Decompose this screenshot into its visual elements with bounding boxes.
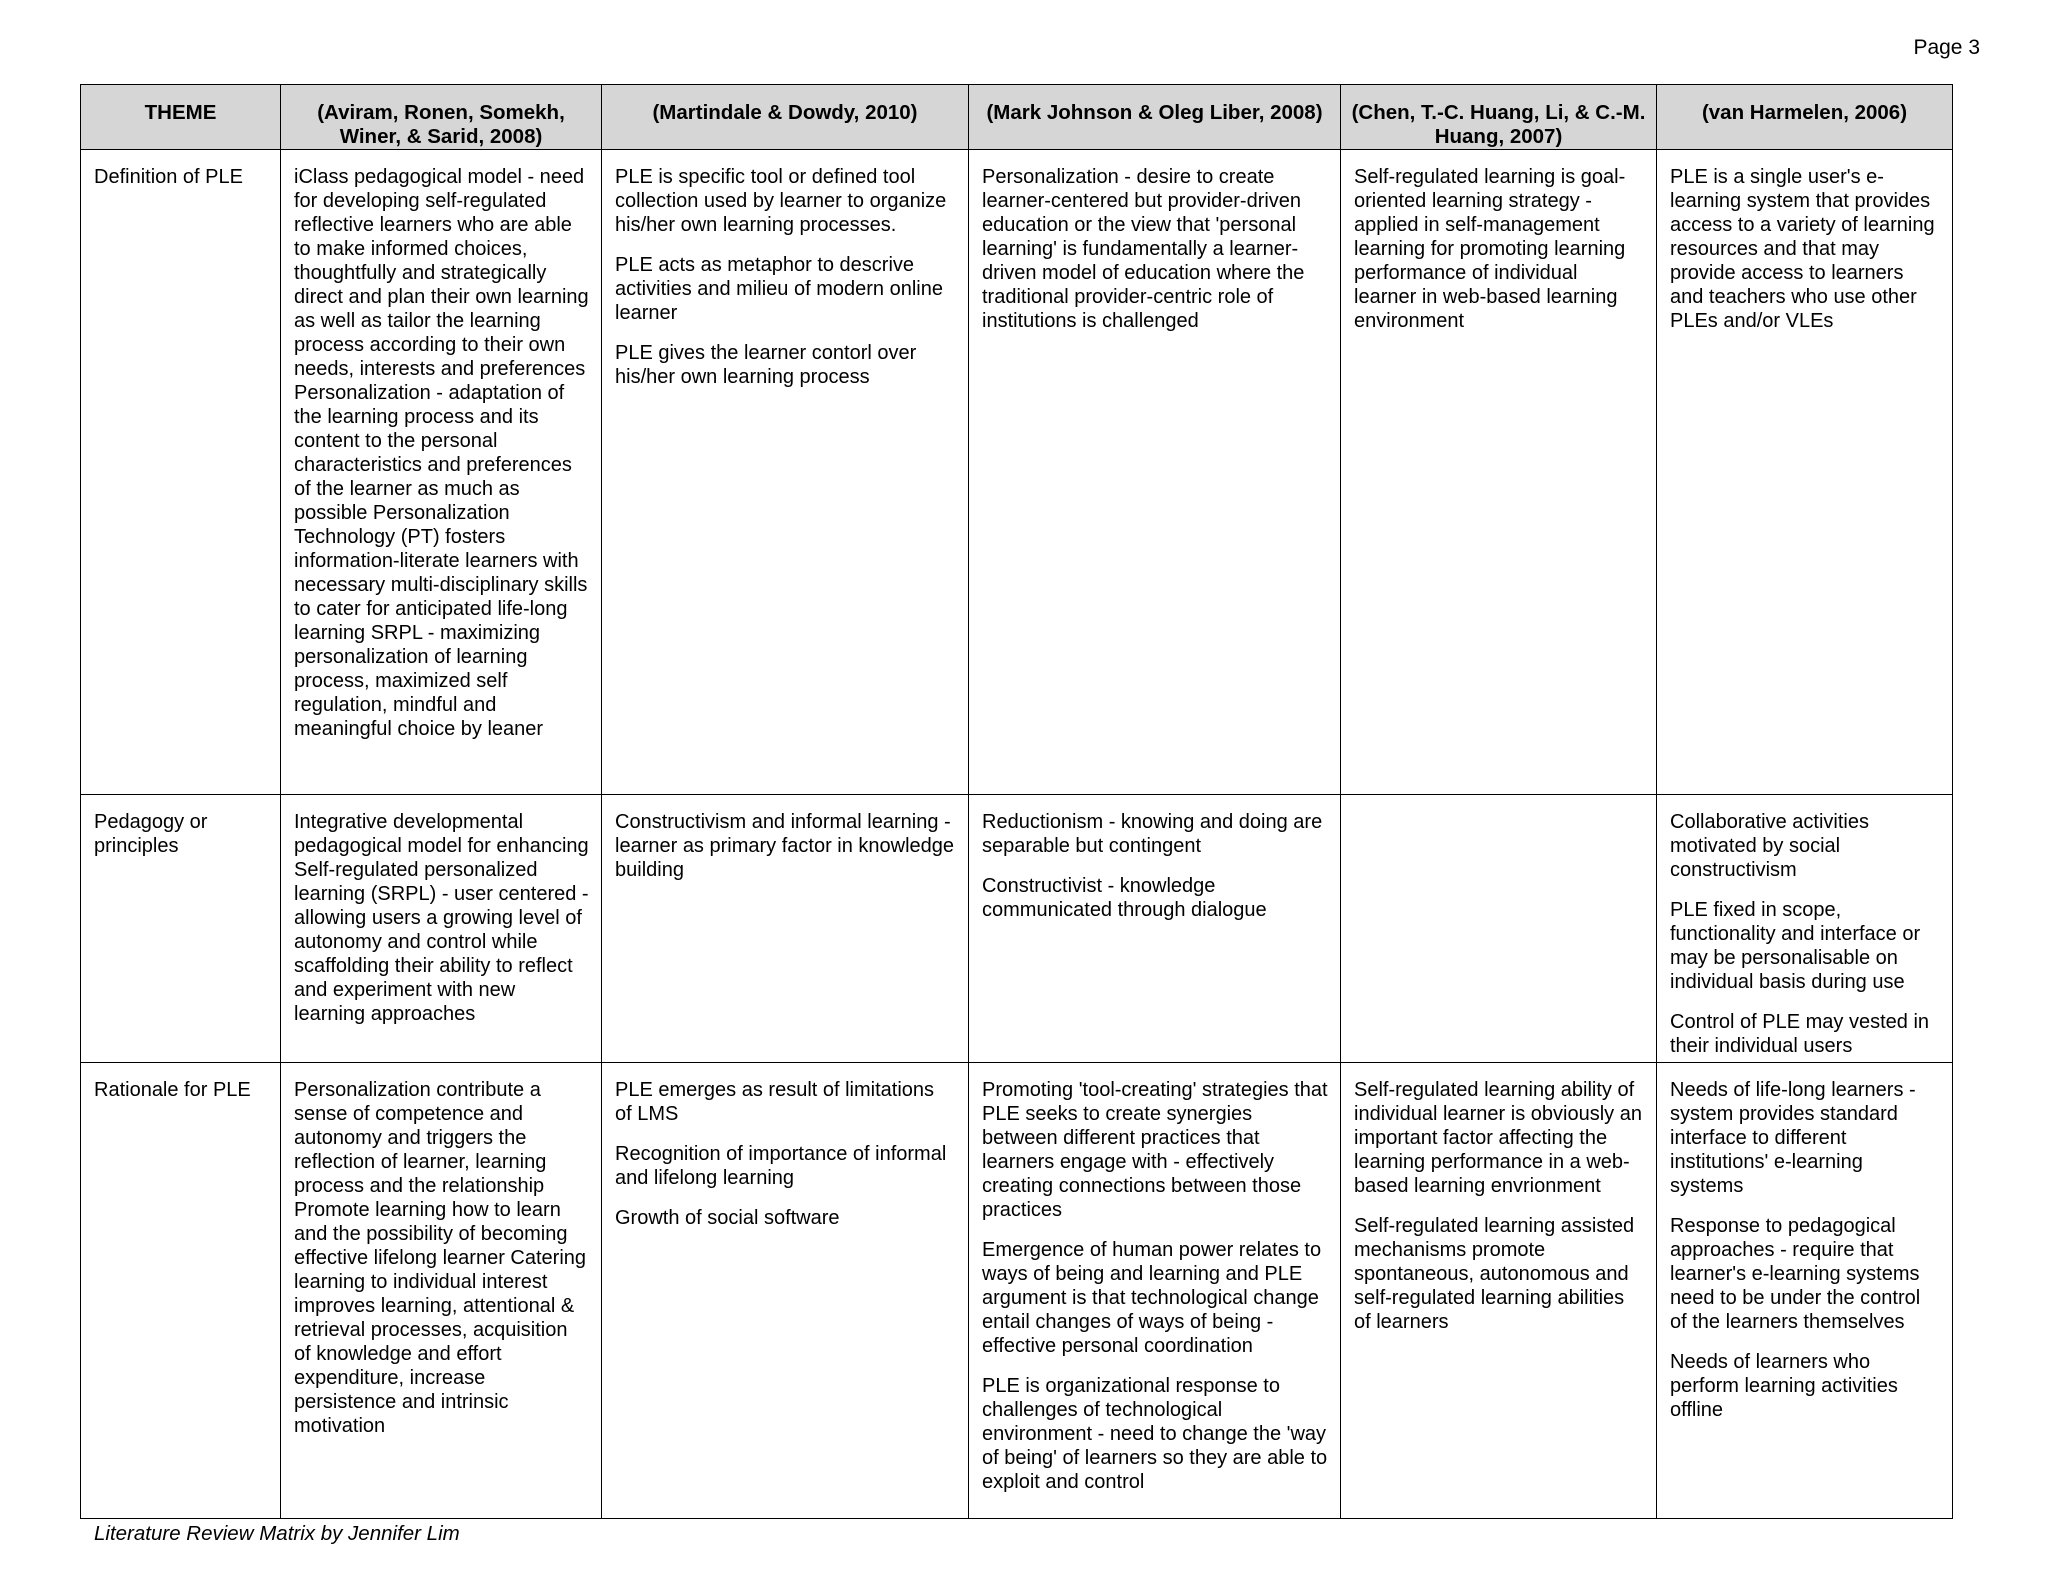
cell-paragraph: Self-regulated learning assisted mechanisms promote spontaneous, autonomous and self-regulated learning abilities of learners [1354, 1215, 1635, 1333]
cell-paragraph: Self-regulated learning ability of individual learner is obviously an important factor affecting the learning performance in a web-based learning envrionment [1354, 1079, 1642, 1197]
table-cell [602, 150, 969, 795]
header-van-harmelen-2006: (van Harmelen, 2006) [1657, 85, 1953, 150]
table-cell [281, 1063, 602, 1519]
cell-paragraph: Constructivism and informal learning - learner as primary factor in knowledge building [615, 811, 955, 881]
cell-paragraph: PLE gives the learner contorl over his/her own learning process [615, 342, 917, 388]
header-row [81, 85, 1953, 150]
theme-cell: Rationale for PLE [81, 1063, 281, 1519]
theme-cell: Pedagogy or principles [81, 795, 281, 1063]
table-cell [1657, 1063, 1953, 1519]
table-cell [281, 795, 602, 1063]
header-johnson-liber-2008: (Mark Johnson & Oleg Liber, 2008) [969, 85, 1341, 150]
cell-paragraph: Control of PLE may vested in their individual users [1670, 1011, 1930, 1057]
cell-paragraph: Needs of learners who perform learning activities offline [1670, 1351, 1898, 1421]
cell-paragraph: PLE acts as metaphor to descrive activities and milieu of modern online learner [615, 254, 943, 324]
cell-paragraph: Reductionism - knowing and doing are separable but contingent [982, 811, 1323, 857]
table-row-rationale [81, 1063, 1953, 1519]
cell-paragraph: Recognition of importance of informal and lifelong learning [615, 1143, 947, 1189]
table-row-pedagogy [81, 795, 1953, 1063]
cell-paragraph: PLE emerges as result of limitations of LMS [615, 1079, 935, 1125]
cell-paragraph: Emergence of human power relates to ways of being and learning and PLE argument is that technological change entail changes of ways of being - effective personal coordination [982, 1239, 1322, 1357]
table-cell-empty [1341, 795, 1657, 1063]
cell-paragraph: PLE is a single user's e-learning system that provides access to a variety of learning resources and that may provide access to learners and teachers who use other PLEs and/or VLEs [1670, 166, 1935, 332]
cell-paragraph: Promoting 'tool-creating' strategies that PLE seeks to create synergies between different practices that learners engage with - effectively creating connections between those practices [982, 1079, 1328, 1221]
cell-paragraph: Integrative developmental pedagogical model for enhancing Self-regulated personalized learning (SRPL) - user centered - allowing users a growing level of autonomy and control while scaffolding their ability to reflect and experiment with new learning approaches [294, 811, 589, 1025]
header-aviram-2008: (Aviram, Ronen, Somekh, Winer, & Sarid, 2008) [281, 85, 602, 150]
header-chen-2007: (Chen, T.-C. Huang, Li, & C.-M. Huang, 2007) [1341, 85, 1657, 150]
table-cell [1657, 150, 1953, 795]
cell-paragraph: Personalization - desire to create learner-centered but provider-driven education or the view that 'personal learning' is fundamentally a learner-driven model of education where the traditional provider-centric role of institutions is challenged [982, 166, 1305, 332]
table-cell [1341, 1063, 1657, 1519]
literature-review-matrix [80, 84, 1953, 1519]
cell-paragraph: Collaborative activities motivated by social constructivism [1670, 811, 1869, 881]
footer-caption: Literature Review Matrix by Jennifer Lim [94, 1522, 460, 1545]
table-cell [602, 1063, 969, 1519]
cell-paragraph: iClass pedagogical model - need for developing self-regulated reflective learners who are able to make informed choices, thoughtfully and strategically direct and plan their own learning as well as tailor the learning process according to their own needs, interests and preferences Personalization - adaptation of the learning process and its content to the personal characteristics and preferences of the learner as much as possible Personalization Technology (PT) fosters information-literate learners with necessary multi-disciplinary skills to cater for anticipated life-long learning SRPL - maximizing personalization of learning process, maximized self regulation, mindful and meaningful choice by leaner [294, 166, 589, 740]
cell-paragraph: Needs of life-long learners - system provides standard interface to different institutions' e-learning systems [1670, 1079, 1916, 1197]
table-cell [281, 150, 602, 795]
header-martindale-2010: (Martindale & Dowdy, 2010) [602, 85, 969, 150]
header-theme: THEME [81, 85, 281, 150]
cell-paragraph: PLE fixed in scope, functionality and interface or may be personalisable on individual basis during use [1670, 899, 1921, 993]
theme-cell: Definition of PLE [81, 150, 281, 795]
table-cell [969, 795, 1341, 1063]
table-cell [602, 795, 969, 1063]
cell-paragraph: PLE is specific tool or defined tool collection used by learner to organize his/her own learning processes. [615, 166, 947, 236]
cell-paragraph: Self-regulated learning is goal-oriented learning strategy - applied in self-management learning for promoting learning performance of individual learner in web-based learning environment [1354, 166, 1626, 332]
table-cell [1341, 150, 1657, 795]
page-number: Page 3 [1913, 36, 1980, 59]
table-cell [969, 1063, 1341, 1519]
cell-paragraph: Response to pedagogical approaches - require that learner's e-learning systems need to be under the control of the learners themselves [1670, 1215, 1921, 1333]
cell-paragraph: Personalization contribute a sense of competence and autonomy and triggers the reflection of learner, learning process and the relationship Promote learning how to learn and the possibility of becoming effective lifelong learner Catering learning to individual interest improves learning, attentional & retrieval processes, acquisition of knowledge and effort expenditure, increase persistence and intrinsic motivation [294, 1079, 587, 1437]
cell-paragraph: Constructivist - knowledge communicated through dialogue [982, 875, 1267, 921]
table-cell [1657, 795, 1953, 1063]
cell-paragraph: PLE is organizational response to challenges of technological environment - need to change the 'way of being' of learners so they are able to exploit and control [982, 1375, 1328, 1493]
cell-paragraph: Growth of social software [615, 1207, 840, 1229]
table-row-definition [81, 150, 1953, 795]
table-cell [969, 150, 1341, 795]
